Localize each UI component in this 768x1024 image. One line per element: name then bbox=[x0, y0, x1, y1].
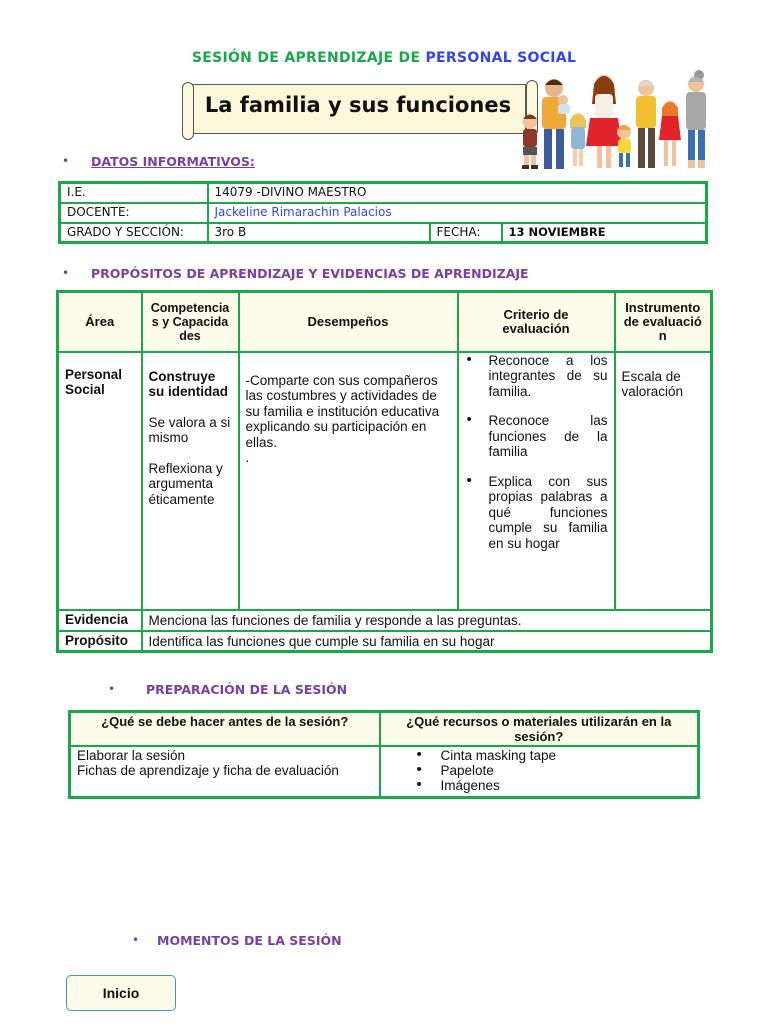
area-cell: Personal Social bbox=[58, 352, 142, 610]
list-item: • Explica con sus propias palabras a qué funciones cumple su familia en su hogar bbox=[465, 474, 608, 552]
capacidad-1-text: Se valora a si mismo bbox=[148, 414, 231, 445]
inicio-box: Inicio bbox=[66, 975, 176, 1011]
family-daughter-figure bbox=[659, 101, 681, 166]
header-competencias: Competencias y Capacidades bbox=[142, 292, 239, 352]
bullet-momentos-icon: • bbox=[132, 933, 140, 947]
table-header-row bbox=[70, 712, 699, 747]
proposito-label: Propósito bbox=[58, 631, 142, 652]
list-item: • Reconoce las funciones de la familia bbox=[465, 413, 608, 460]
topic-banner bbox=[182, 80, 538, 144]
proposito-text: Identifica las funciones que cumple su familia en su hogar bbox=[142, 631, 712, 652]
antes-item: Elaborar la sesión bbox=[77, 748, 186, 763]
evidencia-label: Evidencia bbox=[58, 610, 142, 631]
fecha-value: 13 NOVIEMBRE bbox=[502, 223, 707, 243]
session-title-prefix: SESIÓN DE APRENDIZAJE DE bbox=[191, 50, 426, 66]
header-instrumento: Instrumento de evaluación bbox=[615, 292, 712, 352]
bullet-propositos-icon: • bbox=[62, 266, 70, 280]
list-item: • Imágenes bbox=[387, 778, 692, 793]
header-antes: ¿Qué se debe hacer antes de la sesión? bbox=[70, 712, 380, 747]
header-recursos: ¿Qué recursos o materiales utilizarán en la sesión? bbox=[380, 712, 699, 747]
table-row bbox=[70, 746, 699, 798]
table-row bbox=[58, 631, 712, 652]
competencia-text: Construye su identidad bbox=[148, 368, 229, 399]
instrumento-cell: Escala de valoración bbox=[615, 352, 712, 610]
bullet-datos-icon: • bbox=[62, 154, 70, 168]
antes-item: Fichas de aprendizaje y ficha de evaluación bbox=[77, 763, 339, 778]
preparacion-table bbox=[68, 710, 700, 799]
table-row bbox=[60, 223, 707, 243]
competencias-cell bbox=[142, 352, 239, 610]
section-propositos-heading: PROPÓSITOS DE APRENDIZAJE Y EVIDENCIAS DE APRENDIZAJE bbox=[91, 266, 529, 281]
docente-value: Jackeline Rimarachin Palacios bbox=[208, 203, 707, 223]
grado-label: GRADO Y SECCIÓN: bbox=[60, 223, 208, 243]
session-title bbox=[0, 50, 768, 66]
criterios-list bbox=[465, 353, 608, 552]
recursos-list bbox=[387, 748, 692, 793]
topic-title: La familia y sus funciones bbox=[204, 93, 512, 117]
evidencia-text: Menciona las funciones de familia y responde a las preguntas. bbox=[142, 610, 712, 631]
family-mother-figure bbox=[586, 75, 622, 168]
antes-cell bbox=[70, 746, 380, 798]
list-item: • Reconoce a los integrantes de su familia. bbox=[465, 353, 608, 400]
desempeno-text: -Comparte con sus compañeros las costumbres y actividades de su familia e institución educativa explicando su participación en ellas. bbox=[245, 372, 440, 450]
section-momentos-heading: MOMENTOS DE LA SESIÓN bbox=[157, 933, 342, 948]
scroll-roll-left bbox=[182, 82, 194, 140]
bullet-preparacion-icon: • bbox=[108, 682, 116, 696]
family-illustration bbox=[516, 70, 716, 176]
family-grandmother-figure bbox=[686, 70, 706, 168]
section-datos-heading: DATOS INFORMATIVOS: bbox=[91, 154, 255, 169]
ie-label: I.E. bbox=[60, 183, 208, 203]
family-toddler-figure bbox=[617, 125, 631, 167]
fecha-label: FECHA: bbox=[430, 223, 502, 243]
topic-scroll bbox=[190, 84, 526, 134]
criterios-cell bbox=[458, 352, 615, 610]
section-preparacion-heading: PREPARACIÓN DE LA SESIÓN bbox=[146, 682, 348, 697]
propositos-table bbox=[56, 290, 713, 653]
table-row bbox=[60, 203, 707, 223]
list-item: • Cinta masking tape bbox=[387, 748, 692, 763]
desempeno-extra-text: . bbox=[245, 450, 250, 465]
table-row bbox=[60, 183, 707, 203]
ie-value: 14079 -DIVINO MAESTRO bbox=[208, 183, 707, 203]
family-girl-figure bbox=[570, 113, 586, 166]
list-item: • Papelote bbox=[387, 763, 692, 778]
desempenos-cell bbox=[239, 352, 458, 610]
table-row bbox=[58, 610, 712, 631]
datos-table bbox=[58, 181, 708, 244]
header-criterio: Criterio de evaluación bbox=[458, 292, 615, 352]
table-header-row bbox=[58, 292, 712, 352]
table-row bbox=[58, 352, 712, 610]
session-title-area: PERSONAL SOCIAL bbox=[425, 50, 577, 66]
family-grandfather-figure bbox=[636, 80, 656, 168]
header-area: Área bbox=[58, 292, 142, 352]
capacidad-2-text: Reflexiona y argumenta éticamente bbox=[148, 460, 223, 507]
family-father-figure bbox=[542, 79, 570, 169]
grado-value: 3ro B bbox=[208, 223, 430, 243]
family-boy-figure bbox=[522, 115, 538, 170]
docente-label: DOCENTE: bbox=[60, 203, 208, 223]
header-desempenos: Desempeños bbox=[239, 292, 458, 352]
recursos-cell bbox=[380, 746, 699, 798]
